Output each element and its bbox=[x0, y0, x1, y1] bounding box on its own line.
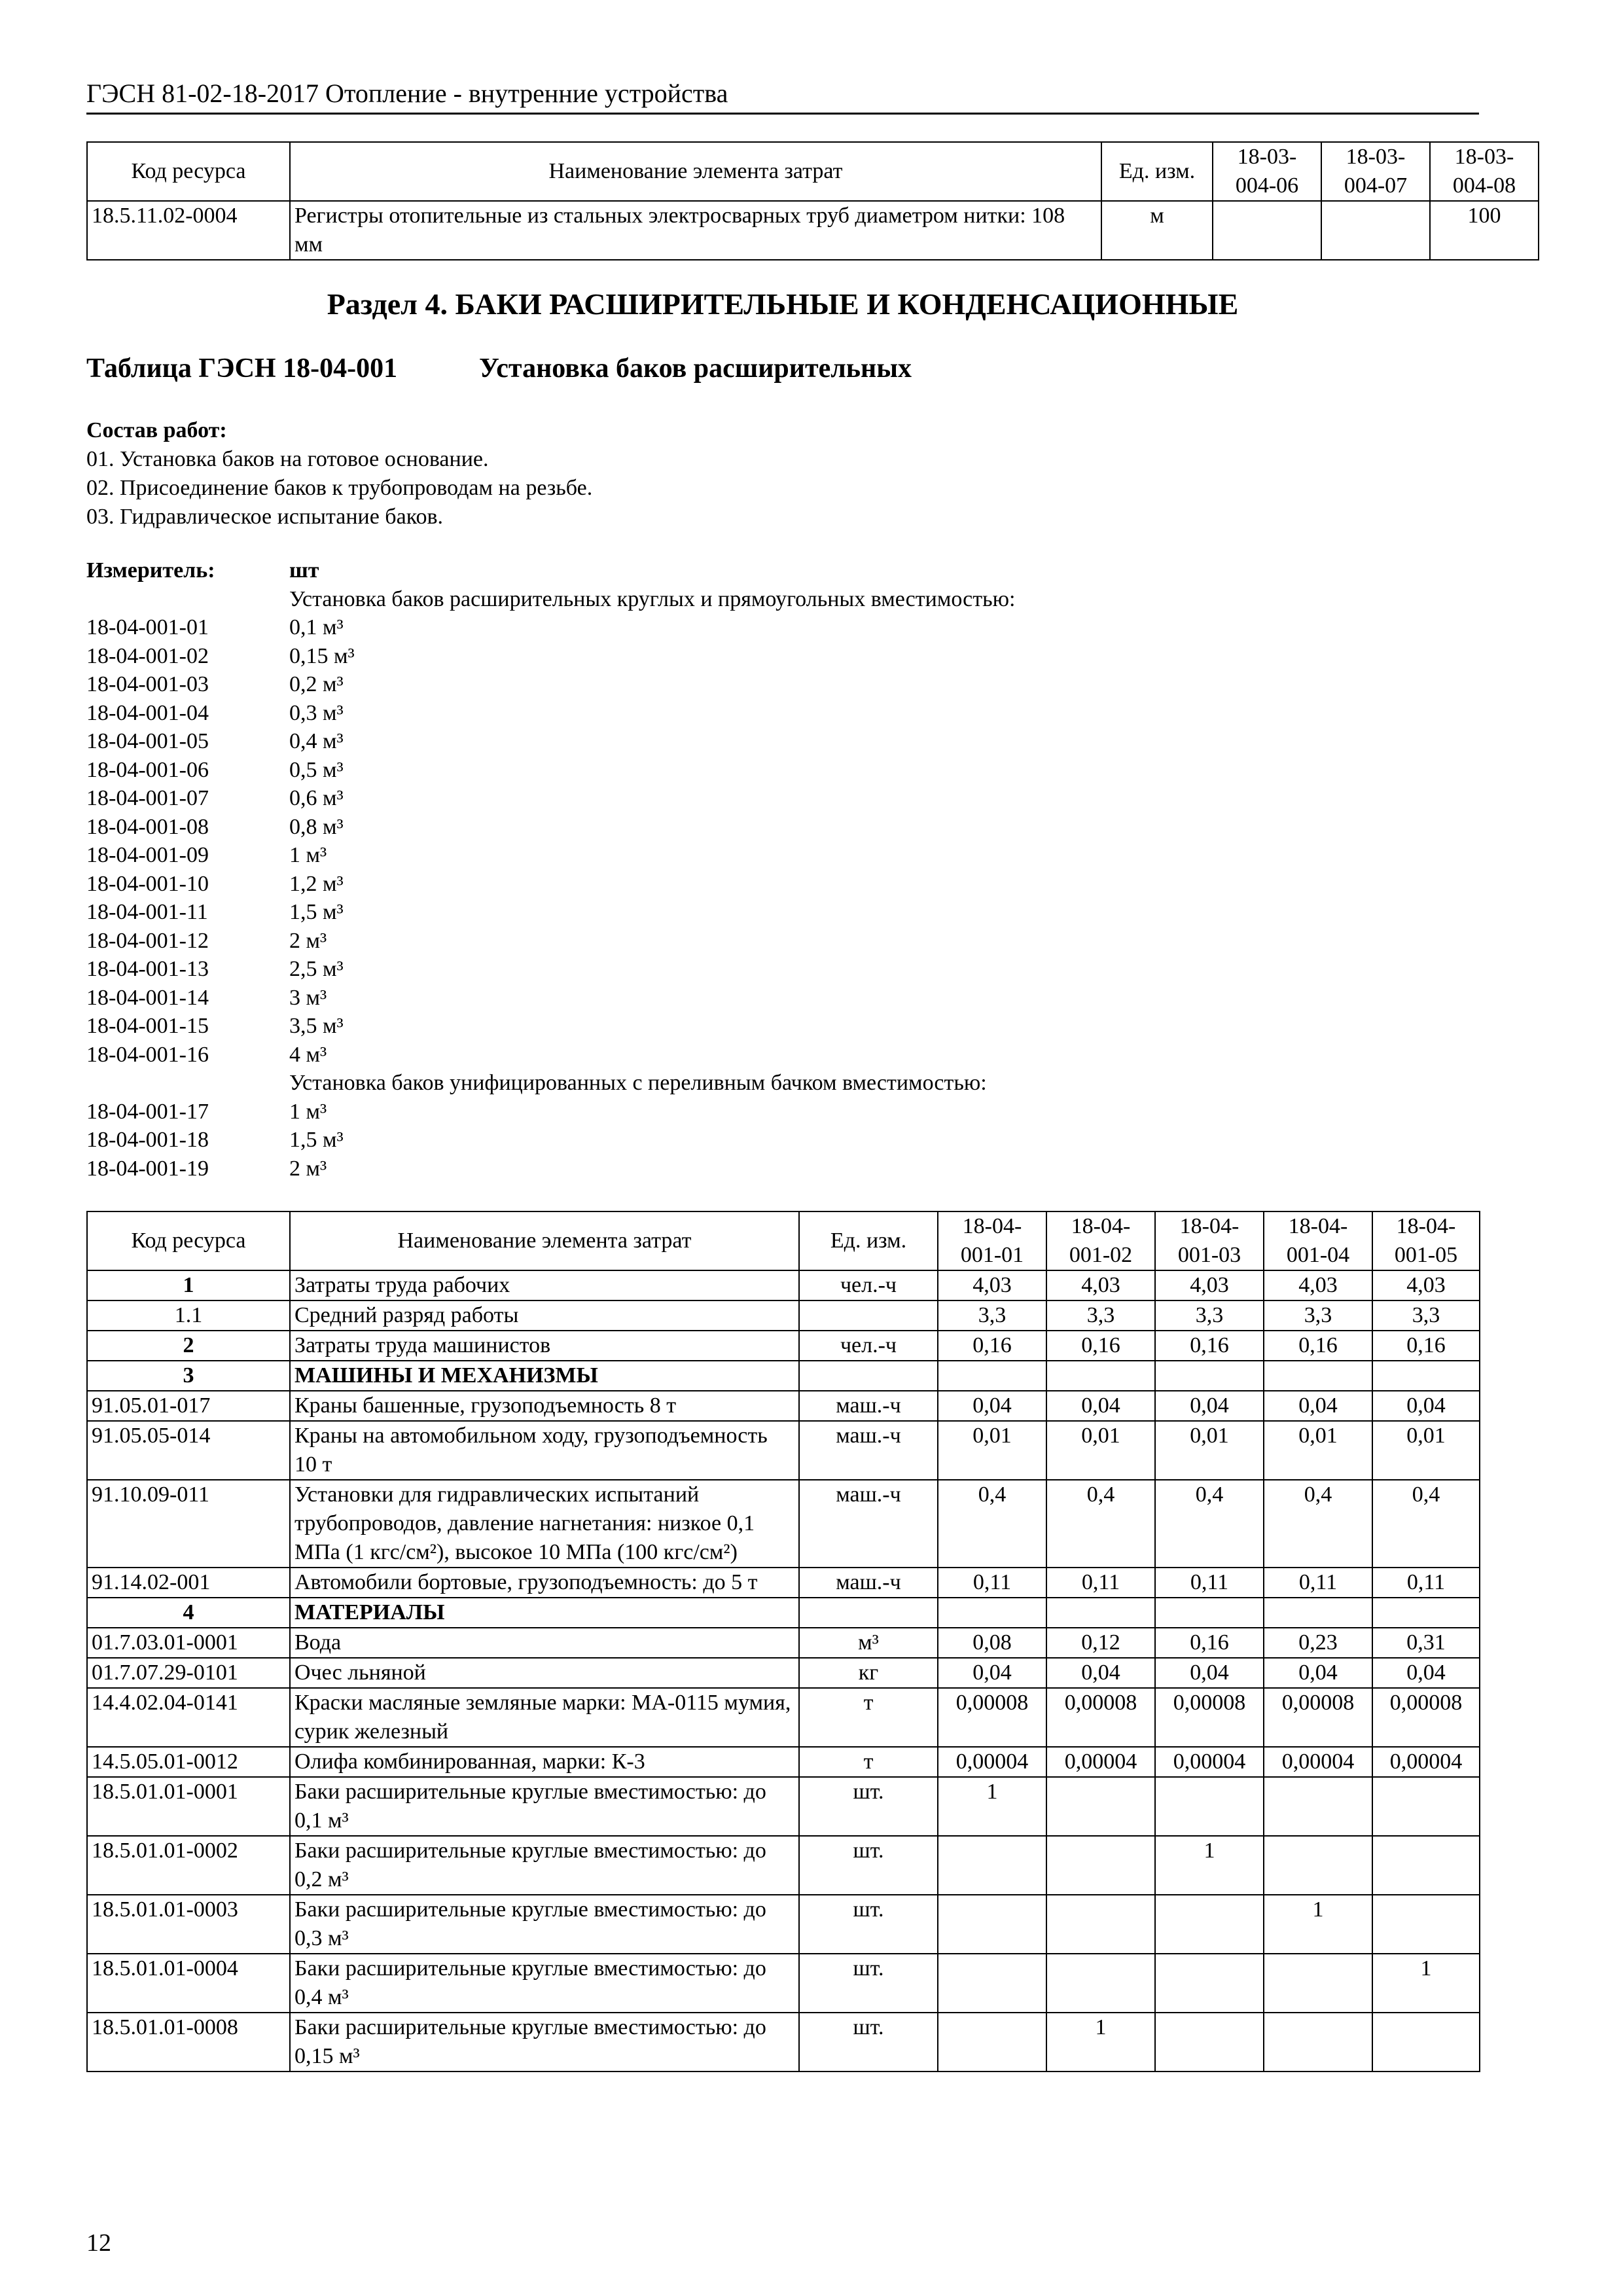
header-cell: 18-03-004-08 bbox=[1430, 142, 1539, 201]
value-cell: 0,16 bbox=[1155, 1628, 1264, 1658]
resource-code: 2 bbox=[87, 1331, 290, 1361]
top-table bbox=[86, 141, 1539, 260]
value-cell bbox=[1372, 1777, 1480, 1836]
norm-row bbox=[86, 670, 1015, 699]
value-cell bbox=[1046, 1836, 1155, 1895]
value-cell: 4,03 bbox=[1372, 1270, 1480, 1300]
value-cell: 1 bbox=[1372, 1954, 1480, 2013]
norm-code bbox=[86, 585, 289, 614]
resource-name: Баки расширительные круглые вместимостью: до 0,3 м³ bbox=[290, 1895, 799, 1954]
value-cell: 0,4 bbox=[938, 1480, 1046, 1568]
unit-cell: чел.-ч bbox=[799, 1270, 938, 1300]
value-cell bbox=[1046, 1895, 1155, 1954]
unit-cell: маш.-ч bbox=[799, 1480, 938, 1568]
norm-row bbox=[86, 585, 1015, 614]
value-cell: 0,16 bbox=[1046, 1331, 1155, 1361]
header-cell: 18-04-001-02 bbox=[1046, 1211, 1155, 1270]
value-cell: 0,01 bbox=[1372, 1421, 1480, 1480]
norm-row bbox=[86, 784, 1015, 813]
unit-cell: маш.-ч bbox=[799, 1391, 938, 1421]
value-cell bbox=[1155, 1361, 1264, 1391]
norm-code: 18-04-001-13 bbox=[86, 957, 209, 981]
norm-code: 18-04-001-11 bbox=[86, 900, 208, 924]
norm-text: 2 м³ bbox=[289, 1156, 327, 1181]
table-row bbox=[87, 1480, 1480, 1568]
header-cell: Наименование элемента затрат bbox=[290, 142, 1101, 201]
resource-name: Олифа комбинированная, марки: К-3 bbox=[290, 1747, 799, 1777]
table-row bbox=[87, 1895, 1480, 1954]
meter-label: Измеритель: bbox=[86, 558, 215, 583]
value-cell: 4,03 bbox=[938, 1270, 1046, 1300]
works-item: 01. Установка баков на готовое основание. bbox=[86, 447, 489, 471]
value-cell: 4,03 bbox=[1264, 1270, 1372, 1300]
value-cell bbox=[1046, 1361, 1155, 1391]
header-cell: 18-03-004-06 bbox=[1213, 142, 1321, 201]
value-cell: 0,00004 bbox=[1372, 1747, 1480, 1777]
value-cell: 0,4 bbox=[1046, 1480, 1155, 1568]
unit-cell: чел.-ч bbox=[799, 1331, 938, 1361]
norm-text: 0,2 м³ bbox=[289, 672, 344, 696]
resource-code: 4 bbox=[87, 1598, 290, 1628]
table-row bbox=[87, 1954, 1480, 2013]
resource-code: 1.1 bbox=[87, 1300, 290, 1331]
resource-name: Баки расширительные круглые вместимостью: до 0,4 м³ bbox=[290, 1954, 799, 2013]
value-cell: 0,23 bbox=[1264, 1628, 1372, 1658]
norm-code: 18-04-001-06 bbox=[86, 757, 209, 782]
value-cell: 0,04 bbox=[1372, 1658, 1480, 1688]
table-row bbox=[87, 1658, 1480, 1688]
page-header bbox=[86, 77, 1479, 115]
norm-row bbox=[86, 870, 1015, 899]
value-cell: 0,00004 bbox=[1264, 1747, 1372, 1777]
norm-row bbox=[86, 699, 1015, 728]
top-table-header bbox=[87, 142, 1539, 201]
value-cell bbox=[1213, 201, 1321, 260]
value-cell: 0,04 bbox=[938, 1658, 1046, 1688]
value-cell: 0,31 bbox=[1372, 1628, 1480, 1658]
table-row bbox=[87, 1421, 1480, 1480]
resource-name: Краски масляные земляные марки: МА-0115 мумия, сурик железный bbox=[290, 1688, 799, 1747]
works-item: 02. Присоединение баков к трубопроводам на резьбе. bbox=[86, 476, 593, 500]
resource-code: 91.05.05-014 bbox=[87, 1421, 290, 1480]
resource-code: 18.5.01.01-0001 bbox=[87, 1777, 290, 1836]
resource-name: Краны башенные, грузоподъемность 8 т bbox=[290, 1391, 799, 1421]
norm-row bbox=[86, 898, 1015, 927]
resource-code: 18.5.01.01-0008 bbox=[87, 2013, 290, 2072]
value-cell: 0,04 bbox=[1264, 1391, 1372, 1421]
value-cell bbox=[938, 1954, 1046, 2013]
norm-text: 1 м³ bbox=[289, 1099, 327, 1124]
unit-cell: шт. bbox=[799, 1836, 938, 1895]
norm-row bbox=[86, 1041, 1015, 1069]
value-cell: 0,16 bbox=[1264, 1331, 1372, 1361]
resource-name: МАШИНЫ И МЕХАНИЗМЫ bbox=[290, 1361, 799, 1391]
value-cell bbox=[1264, 1777, 1372, 1836]
value-cell: 0,04 bbox=[1155, 1658, 1264, 1688]
norm-code: 18-04-001-09 bbox=[86, 843, 209, 867]
value-cell bbox=[1264, 1361, 1372, 1391]
norm-text: 0,1 м³ bbox=[289, 615, 344, 639]
value-cell: 1 bbox=[938, 1777, 1046, 1836]
value-cell: 0,11 bbox=[1046, 1568, 1155, 1598]
value-cell: 0,11 bbox=[938, 1568, 1046, 1598]
resource-name: Краны на автомобильном ходу, грузоподъемность 10 т bbox=[290, 1421, 799, 1480]
norm-code bbox=[86, 1069, 289, 1098]
unit-cell: шт. bbox=[799, 1777, 938, 1836]
table-row bbox=[87, 1598, 1480, 1628]
value-cell: 3,3 bbox=[1046, 1300, 1155, 1331]
norm-row bbox=[86, 1155, 1015, 1183]
unit-cell: шт. bbox=[799, 1954, 938, 2013]
unit-cell: т bbox=[799, 1747, 938, 1777]
value-cell bbox=[1155, 1895, 1264, 1954]
value-cell: 0,01 bbox=[1264, 1421, 1372, 1480]
unit-cell: т bbox=[799, 1688, 938, 1747]
value-cell bbox=[1264, 2013, 1372, 2072]
resource-name: Баки расширительные круглые вместимостью: до 0,15 м³ bbox=[290, 2013, 799, 2072]
value-cell: 0,04 bbox=[1372, 1391, 1480, 1421]
norm-code: 18-04-001-17 bbox=[86, 1099, 209, 1124]
norm-code: 18-04-001-02 bbox=[86, 643, 209, 668]
meter-row bbox=[86, 556, 1015, 585]
norm-row bbox=[86, 756, 1015, 785]
value-cell bbox=[1372, 2013, 1480, 2072]
value-cell bbox=[1372, 1598, 1480, 1628]
norm-text: Установка баков расширительных круглых и прямоугольных вместимостью: bbox=[289, 586, 1016, 611]
table-row bbox=[87, 201, 1539, 260]
norm-text: 0,15 м³ bbox=[289, 643, 355, 668]
unit-cell: м³ bbox=[799, 1628, 938, 1658]
resource-code: 14.4.02.04-0141 bbox=[87, 1688, 290, 1747]
value-cell: 0,04 bbox=[1155, 1391, 1264, 1421]
value-cell: 0,00004 bbox=[938, 1747, 1046, 1777]
value-cell: 4,03 bbox=[1155, 1270, 1264, 1300]
works-item: 03. Гидравлическое испытание баков. bbox=[86, 505, 444, 529]
unit-cell: шт. bbox=[799, 2013, 938, 2072]
page-number: 12 bbox=[86, 2229, 111, 2257]
value-cell: 3,3 bbox=[938, 1300, 1046, 1331]
resource-code: 91.05.01-017 bbox=[87, 1391, 290, 1421]
value-cell: 0,04 bbox=[1264, 1658, 1372, 1688]
value-cell: 4,03 bbox=[1046, 1270, 1155, 1300]
value-cell bbox=[938, 1895, 1046, 1954]
value-cell: 0,01 bbox=[1155, 1421, 1264, 1480]
table-row bbox=[87, 1391, 1480, 1421]
resource-code: 18.5.01.01-0004 bbox=[87, 1954, 290, 2013]
section-title: Раздел 4. БАКИ РАСШИРИТЕЛЬНЫЕ И КОНДЕНСАЦИОННЫЕ bbox=[327, 287, 1239, 321]
resource-code: 14.5.05.01-0012 bbox=[87, 1747, 290, 1777]
norm-text: 0,8 м³ bbox=[289, 814, 344, 839]
value-cell bbox=[1155, 1954, 1264, 2013]
table-row bbox=[87, 1300, 1480, 1331]
value-cell: 0,11 bbox=[1155, 1568, 1264, 1598]
resource-name: Установки для гидравлических испытаний трубопроводов, давление нагнетания: низкое 0,1 МПа (1 кгс/см²), высокое 10 МПа (100 кгс/см²) bbox=[290, 1480, 799, 1568]
value-cell bbox=[1372, 1895, 1480, 1954]
value-cell bbox=[1264, 1836, 1372, 1895]
norm-row bbox=[86, 1126, 1015, 1155]
norm-text: 2 м³ bbox=[289, 928, 327, 953]
norm-text: 2,5 м³ bbox=[289, 957, 344, 981]
norm-code: 18-04-001-07 bbox=[86, 786, 209, 810]
value-cell: 0,00004 bbox=[1155, 1747, 1264, 1777]
norm-row bbox=[86, 727, 1015, 756]
resource-name: Автомобили бортовые, грузоподъемность: до 5 т bbox=[290, 1568, 799, 1598]
value-cell bbox=[1155, 1598, 1264, 1628]
table-code: Таблица ГЭСН 18-04-001 bbox=[86, 353, 398, 384]
value-cell: 0,00008 bbox=[1155, 1688, 1264, 1747]
value-cell: 0,01 bbox=[938, 1421, 1046, 1480]
value-cell: 0,00008 bbox=[1372, 1688, 1480, 1747]
unit-cell bbox=[799, 1361, 938, 1391]
unit-cell: м bbox=[1101, 201, 1213, 260]
value-cell: 0,16 bbox=[1372, 1331, 1480, 1361]
value-cell bbox=[938, 1598, 1046, 1628]
table-row bbox=[87, 1628, 1480, 1658]
value-cell bbox=[1155, 2013, 1264, 2072]
resource-name: Затраты труда машинистов bbox=[290, 1331, 799, 1361]
resource-code: 01.7.03.01-0001 bbox=[87, 1628, 290, 1658]
value-cell: 0,11 bbox=[1372, 1568, 1480, 1598]
norm-code: 18-04-001-03 bbox=[86, 672, 209, 696]
value-cell: 0,11 bbox=[1264, 1568, 1372, 1598]
value-cell bbox=[1046, 1598, 1155, 1628]
value-cell: 0,16 bbox=[938, 1331, 1046, 1361]
norm-text: 1,5 м³ bbox=[289, 900, 344, 924]
norm-code: 18-04-001-08 bbox=[86, 814, 209, 839]
header-cell: 18-04-001-05 bbox=[1372, 1211, 1480, 1270]
norm-code: 18-04-001-12 bbox=[86, 928, 209, 953]
table-row bbox=[87, 1747, 1480, 1777]
value-cell bbox=[1264, 1598, 1372, 1628]
value-cell: 0,4 bbox=[1264, 1480, 1372, 1568]
resource-code: 18.5.01.01-0002 bbox=[87, 1836, 290, 1895]
norm-text: 0,6 м³ bbox=[289, 786, 344, 810]
value-cell: 0,4 bbox=[1372, 1480, 1480, 1568]
norm-row bbox=[86, 1069, 1015, 1098]
value-cell: 0,00008 bbox=[938, 1688, 1046, 1747]
value-cell bbox=[1046, 1777, 1155, 1836]
meter-block bbox=[86, 556, 1015, 1183]
norm-code: 18-04-001-18 bbox=[86, 1128, 209, 1152]
resource-code: 01.7.07.29-0101 bbox=[87, 1658, 290, 1688]
norm-code: 18-04-001-05 bbox=[86, 729, 209, 753]
resource-name: Очес льняной bbox=[290, 1658, 799, 1688]
norm-row bbox=[86, 841, 1015, 870]
resource-name: МАТЕРИАЛЫ bbox=[290, 1598, 799, 1628]
norm-text: 3,5 м³ bbox=[289, 1014, 344, 1038]
value-cell: 0,00008 bbox=[1046, 1688, 1155, 1747]
table-row bbox=[87, 1777, 1480, 1836]
unit-cell: кг bbox=[799, 1658, 938, 1688]
header-cell: Код ресурса bbox=[87, 1211, 290, 1270]
norm-text: 0,5 м³ bbox=[289, 757, 344, 782]
works-composition bbox=[86, 416, 592, 531]
norm-row bbox=[86, 984, 1015, 1013]
table-row bbox=[87, 1270, 1480, 1300]
resource-name: Баки расширительные круглые вместимостью: до 0,2 м³ bbox=[290, 1836, 799, 1895]
header-cell: 18-04-001-03 bbox=[1155, 1211, 1264, 1270]
value-cell: 0,08 bbox=[938, 1628, 1046, 1658]
value-cell: 0,04 bbox=[938, 1391, 1046, 1421]
table-title bbox=[86, 350, 912, 387]
document-title: ГЭСН 81-02-18-2017 Отопление - внутренние устройства bbox=[86, 79, 728, 108]
unit-cell: маш.-ч bbox=[799, 1568, 938, 1598]
norm-code: 18-04-001-10 bbox=[86, 871, 209, 896]
header-cell: Ед. изм. bbox=[799, 1211, 938, 1270]
value-cell: 0,4 bbox=[1155, 1480, 1264, 1568]
header-cell: Ед. изм. bbox=[1101, 142, 1213, 201]
value-cell: 100 bbox=[1430, 201, 1539, 260]
table-row bbox=[87, 1361, 1480, 1391]
norm-code: 18-04-001-04 bbox=[86, 700, 209, 725]
table-row bbox=[87, 1688, 1480, 1747]
value-cell bbox=[1321, 201, 1430, 260]
norm-code: 18-04-001-01 bbox=[86, 615, 209, 639]
unit-cell: маш.-ч bbox=[799, 1421, 938, 1480]
table-name: Установка баков расширительных bbox=[479, 353, 912, 384]
norm-code: 18-04-001-16 bbox=[86, 1042, 209, 1067]
resource-name: Вода bbox=[290, 1628, 799, 1658]
norm-row bbox=[86, 927, 1015, 956]
norm-text: 1,2 м³ bbox=[289, 871, 344, 896]
table-row bbox=[87, 1568, 1480, 1598]
value-cell: 3,3 bbox=[1155, 1300, 1264, 1331]
value-cell: 3,3 bbox=[1264, 1300, 1372, 1331]
resource-code: 18.5.01.01-0003 bbox=[87, 1895, 290, 1954]
value-cell bbox=[938, 1361, 1046, 1391]
header-cell: Код ресурса bbox=[87, 142, 290, 201]
unit-cell bbox=[799, 1300, 938, 1331]
resource-code: 18.5.11.02-0004 bbox=[87, 201, 290, 260]
value-cell: 0,01 bbox=[1046, 1421, 1155, 1480]
norm-code: 18-04-001-14 bbox=[86, 985, 209, 1010]
table-row bbox=[87, 2013, 1480, 2072]
unit-cell: шт. bbox=[799, 1895, 938, 1954]
table-row bbox=[87, 1836, 1480, 1895]
value-cell bbox=[938, 2013, 1046, 2072]
norm-text: 1,5 м³ bbox=[289, 1128, 344, 1152]
norm-text: 0,4 м³ bbox=[289, 729, 344, 753]
resource-name: Затраты труда рабочих bbox=[290, 1270, 799, 1300]
resource-table-header bbox=[87, 1211, 1480, 1270]
value-cell: 0,04 bbox=[1046, 1391, 1155, 1421]
resource-name: Средний разряд работы bbox=[290, 1300, 799, 1331]
norm-row bbox=[86, 955, 1015, 984]
resource-name: Регистры отопительные из стальных электросварных труб диаметром нитки: 108 мм bbox=[290, 201, 1101, 260]
value-cell: 0,00008 bbox=[1264, 1688, 1372, 1747]
resource-code: 3 bbox=[87, 1361, 290, 1391]
norm-text: 3 м³ bbox=[289, 985, 327, 1010]
norm-text: Установка баков унифицированных с переливным бачком вместимостью: bbox=[289, 1071, 987, 1095]
norm-row bbox=[86, 613, 1015, 642]
norm-row bbox=[86, 1098, 1015, 1126]
works-label: Состав работ: bbox=[86, 418, 227, 442]
value-cell bbox=[938, 1836, 1046, 1895]
resource-name: Баки расширительные круглые вместимостью: до 0,1 м³ bbox=[290, 1777, 799, 1836]
resource-table bbox=[86, 1211, 1480, 2072]
value-cell: 0,04 bbox=[1046, 1658, 1155, 1688]
value-cell: 1 bbox=[1155, 1836, 1264, 1895]
value-cell bbox=[1046, 1954, 1155, 2013]
value-cell: 1 bbox=[1046, 2013, 1155, 2072]
norm-row bbox=[86, 813, 1015, 842]
value-cell: 3,3 bbox=[1372, 1300, 1480, 1331]
value-cell bbox=[1155, 1777, 1264, 1836]
value-cell: 0,00004 bbox=[1046, 1747, 1155, 1777]
value-cell bbox=[1372, 1836, 1480, 1895]
header-cell: 18-04-001-04 bbox=[1264, 1211, 1372, 1270]
norm-row bbox=[86, 1012, 1015, 1041]
header-cell: 18-04-001-01 bbox=[938, 1211, 1046, 1270]
norm-code: 18-04-001-15 bbox=[86, 1014, 209, 1038]
value-cell bbox=[1264, 1954, 1372, 2013]
norm-text: 0,3 м³ bbox=[289, 700, 344, 725]
norm-text: 1 м³ bbox=[289, 843, 327, 867]
table-row bbox=[87, 1331, 1480, 1361]
value-cell: 0,16 bbox=[1155, 1331, 1264, 1361]
value-cell: 1 bbox=[1264, 1895, 1372, 1954]
norm-row bbox=[86, 642, 1015, 671]
header-cell: 18-03-004-07 bbox=[1321, 142, 1430, 201]
unit-cell bbox=[799, 1598, 938, 1628]
header-cell: Наименование элемента затрат bbox=[290, 1211, 799, 1270]
norm-text: 4 м³ bbox=[289, 1042, 327, 1067]
resource-code: 91.10.09-011 bbox=[87, 1480, 290, 1568]
norm-code: 18-04-001-19 bbox=[86, 1156, 209, 1181]
resource-code: 91.14.02-001 bbox=[87, 1568, 290, 1598]
value-cell: 0,12 bbox=[1046, 1628, 1155, 1658]
meter-unit: шт bbox=[289, 558, 319, 583]
resource-code: 1 bbox=[87, 1270, 290, 1300]
value-cell bbox=[1372, 1361, 1480, 1391]
